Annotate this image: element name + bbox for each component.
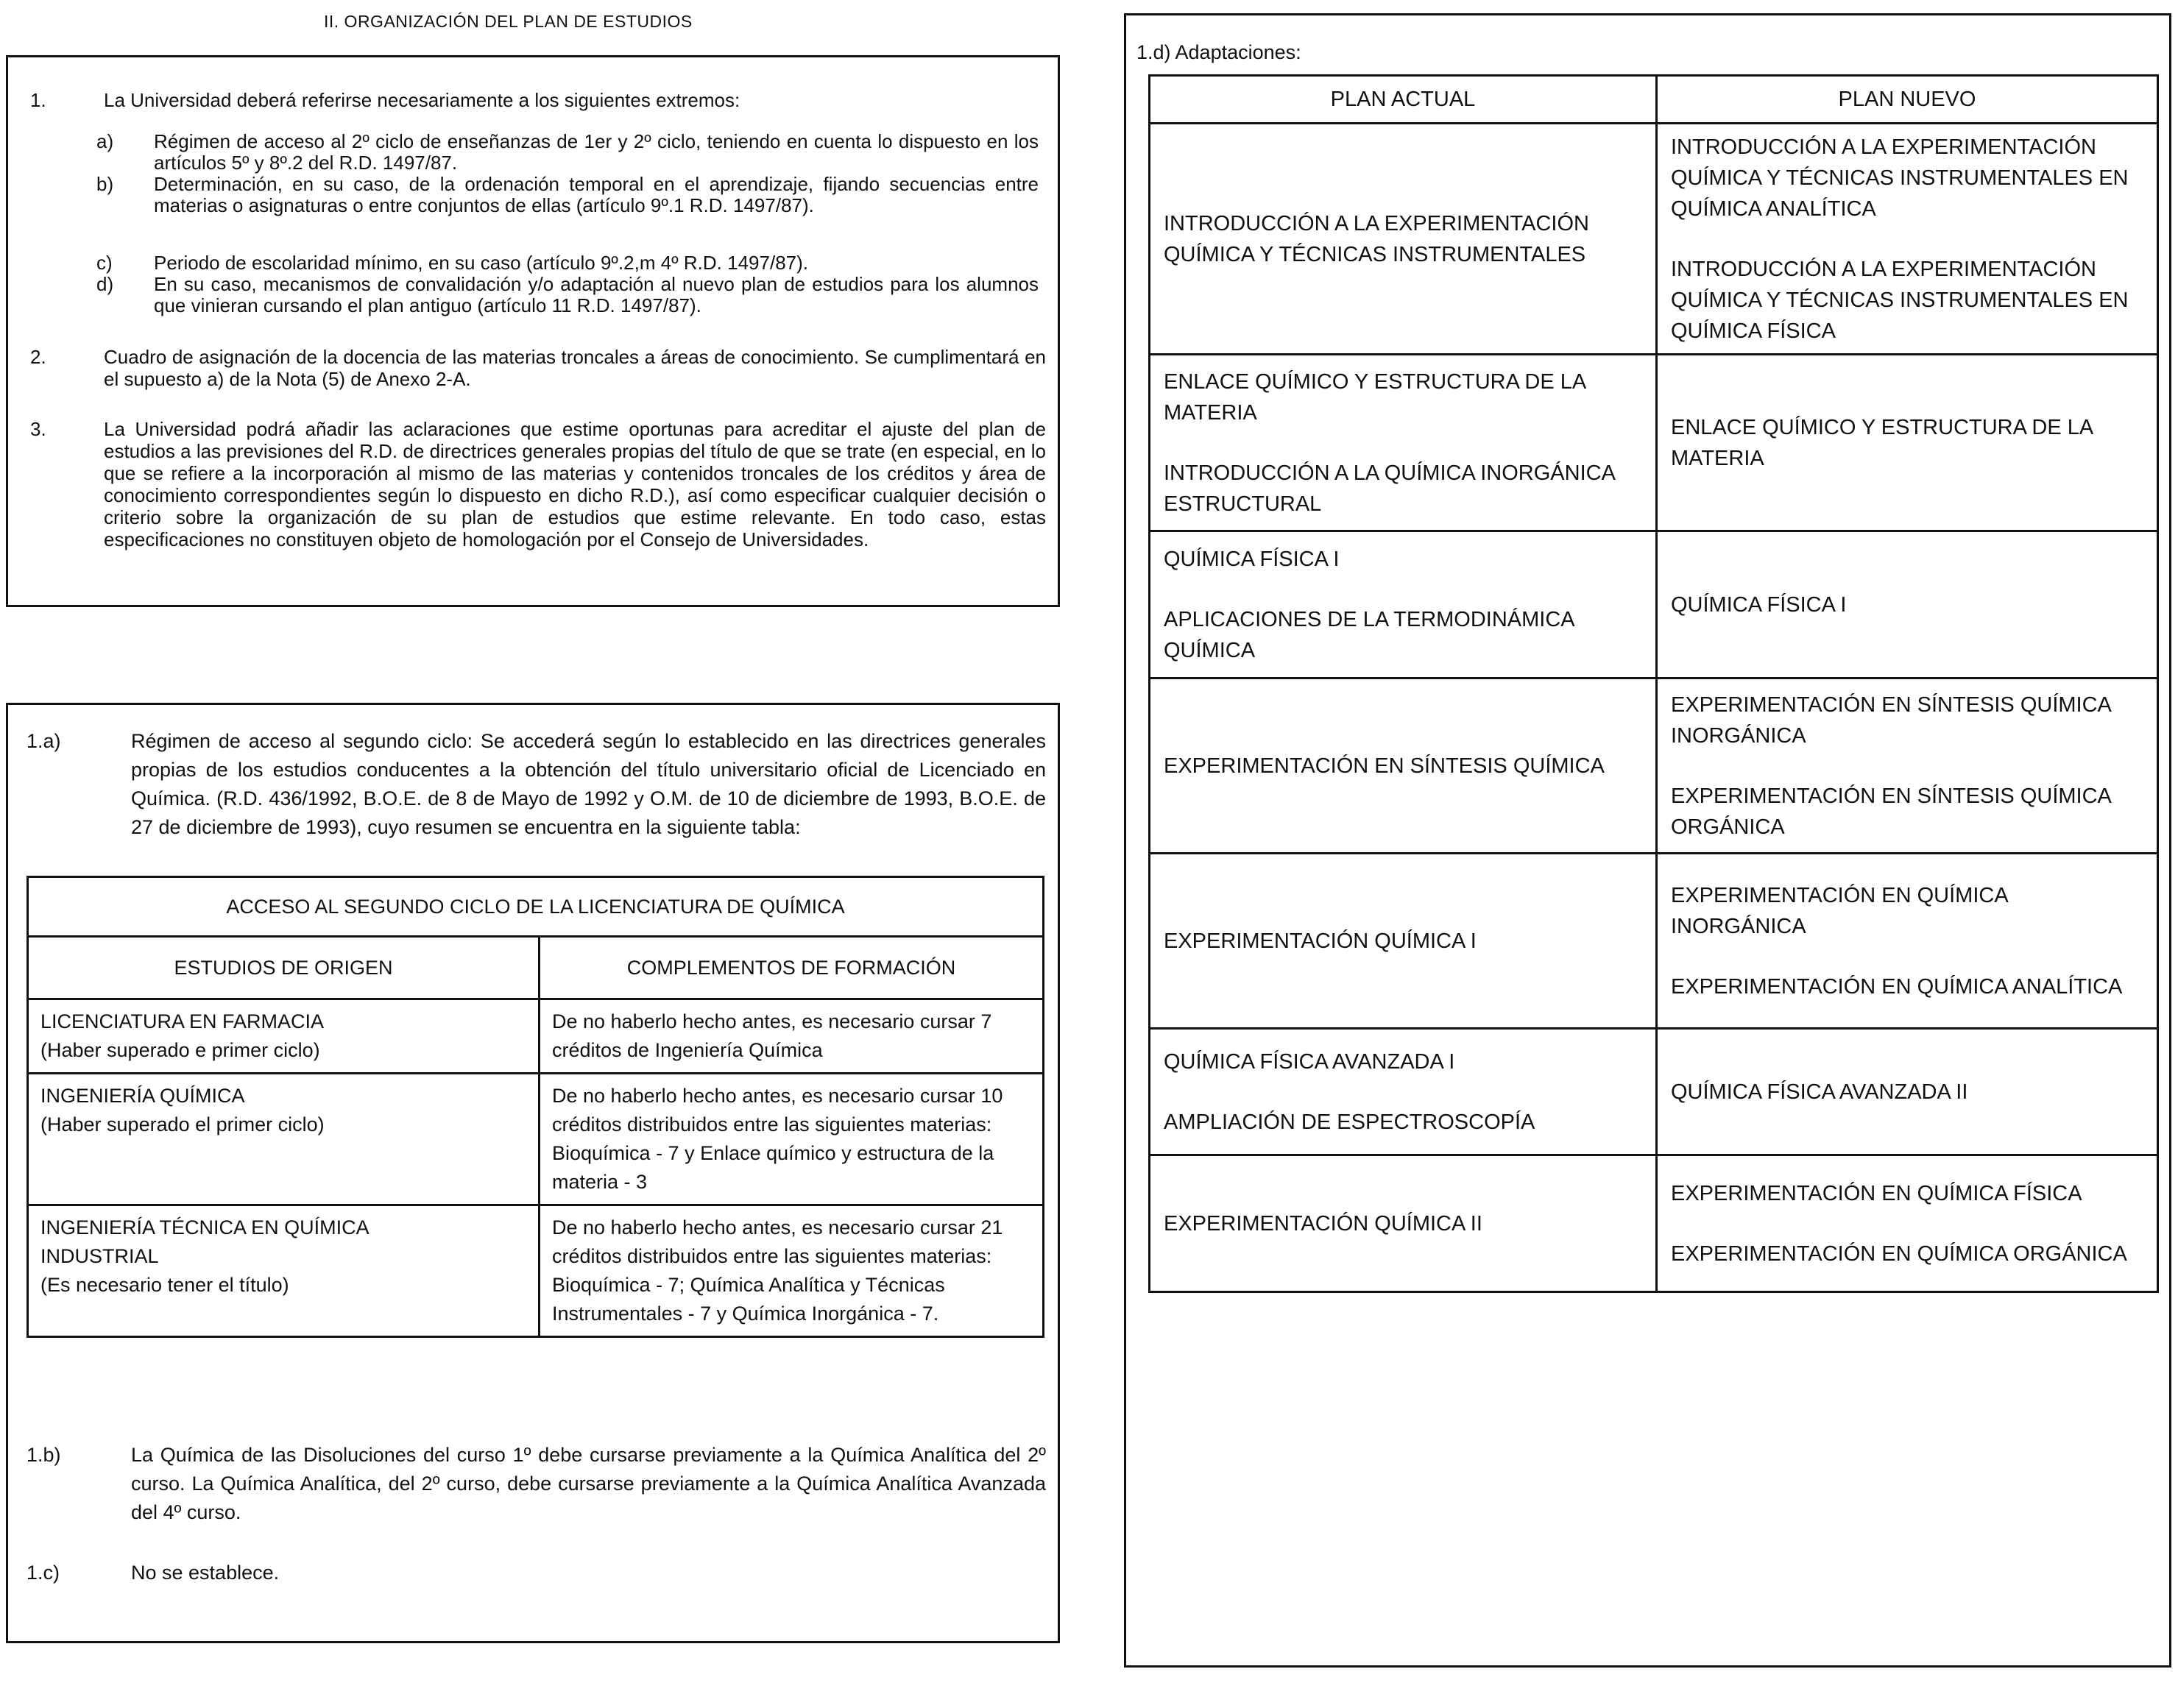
complement-cell: De no haberlo hecho antes, es necesario cursar 10 créditos distribuidos entre las siguientes materias: Bioquímica - 7 y Enlace químico y estructura de la materia - 3 xyxy=(540,1074,1044,1205)
access-table-title: ACCESO AL SEGUNDO CICLO DE LA LICENCIATURA DE QUÍMICA xyxy=(28,877,1044,937)
subject-name: AMPLIACIÓN DE ESPECTROSCOPÍA xyxy=(1164,1110,1535,1134)
subject-name: QUÍMICA FÍSICA AVANZADA I xyxy=(1164,1049,1455,1074)
current-plan-cell xyxy=(1150,355,1657,531)
table-row xyxy=(1150,1029,2158,1155)
subitem-letter: a) xyxy=(96,130,114,152)
current-plan-cell xyxy=(1150,124,1657,355)
adaptations-title: 1.d) Adaptaciones: xyxy=(1136,41,1301,63)
new-plan-cell xyxy=(1657,355,2158,531)
subject-name: EXPERIMENTACIÓN EN SÍNTESIS QUÍMICA ORGÁNICA xyxy=(1671,784,2111,839)
current-plan-cell xyxy=(1150,678,1657,854)
new-plan-cell xyxy=(1657,124,2158,355)
subitem-letter: d) xyxy=(96,273,114,295)
subject-name: EXPERIMENTACIÓN EN QUÍMICA INORGÁNICA xyxy=(1671,883,2008,938)
subject-name: QUÍMICA FÍSICA AVANZADA II xyxy=(1671,1080,1968,1104)
subject-name: INTRODUCCIÓN A LA EXPERIMENTACIÓN QUÍMICA Y TÉCNICAS INSTRUMENTALES EN QUÍMICA FÍSICA xyxy=(1671,257,2129,343)
item-text: La Universidad podrá añadir las aclaraciones que estime oportunas para acreditar el ajuste del plan de estudios a las previsiones del R.D. de directrices generales propias del título de que se trate (en especial, en lo que se refiere a la incorporación al mismo de las materias y contenidos troncales de los créditos y área de conocimiento correspondientes según lo dispuesto en dicho R.D.), así como especificar cualquier decisión o criterio sobre la organización de su plan de estudios que estime relevante. En todo caso, estas especificaciones no constituyen objeto de homologación por el Consejo de Universidades. xyxy=(104,418,1046,550)
general-requirements-box xyxy=(6,55,1060,607)
subject-name: ENLACE QUÍMICO Y ESTRUCTURA DE LA MATERIA xyxy=(1671,415,2093,470)
new-plan-cell xyxy=(1657,1029,2158,1155)
subitem-text: Régimen de acceso al 2º ciclo de enseñanzas de 1er y 2º ciclo, teniendo en cuenta lo dispuesto en los artículos 5º y 8º.2 del R.D. 1497/87. xyxy=(154,130,1039,174)
table-row xyxy=(1150,124,2158,355)
current-plan-cell xyxy=(1150,1155,1657,1292)
subject-name: ENLACE QUÍMICO Y ESTRUCTURA DE LA MATERIA xyxy=(1164,369,1585,425)
subject-name: QUÍMICA FÍSICA I xyxy=(1671,592,1847,617)
subject-name: EXPERIMENTACIÓN EN QUÍMICA ANALÍTICA xyxy=(1671,974,2123,999)
new-plan-cell xyxy=(1657,854,2158,1029)
subitem-letter: b) xyxy=(96,173,114,195)
page-title: II. ORGANIZACIÓN DEL PLAN DE ESTUDIOS xyxy=(324,12,693,31)
new-plan-cell xyxy=(1657,678,2158,854)
table-row xyxy=(28,999,1044,1074)
complement-cell: De no haberlo hecho antes, es necesario cursar 21 créditos distribuidos entre las siguientes materias: Bioquímica - 7; Química Analítica y Técnicas Instrumentales - 7 y Química Inorgánica - 7. xyxy=(540,1205,1044,1337)
table-row xyxy=(28,1205,1044,1337)
origin-cell xyxy=(28,1205,540,1337)
subitem-text: Determinación, en su caso, de la ordenación temporal en el aprendizaje, fijando secuencias entre materias o asignaturas o entre conjuntos de ellas (artículo 9º.1 R.D. 1497/87). xyxy=(154,173,1039,216)
table-row xyxy=(1150,854,2158,1029)
column-header-origin: ESTUDIOS DE ORIGEN xyxy=(28,937,540,999)
complement-cell: De no haberlo hecho antes, es necesario cursar 7 créditos de Ingeniería Química xyxy=(540,999,1044,1074)
table-row xyxy=(1150,1155,2158,1292)
subject-name: EXPERIMENTACIÓN QUÍMICA II xyxy=(1164,1211,1482,1236)
paragraph-text: La Química de las Disoluciones del curso 1º debe cursarse previamente a la Química Analítica del 2º curso. La Química Analítica, del 2º curso, debe cursarse previamente a la Química Analítica Avanzada del 4º curso. xyxy=(131,1444,1046,1523)
table-row xyxy=(1150,531,2158,678)
subject-name: EXPERIMENTACIÓN EN QUÍMICA FÍSICA xyxy=(1671,1181,2082,1205)
origin-note: (Es necesario tener el título) xyxy=(40,1274,289,1296)
current-plan-cell xyxy=(1150,854,1657,1029)
subject-name: APLICACIONES DE LA TERMODINÁMICA QUÍMICA xyxy=(1164,607,1574,662)
subject-name: EXPERIMENTACIÓN EN SÍNTESIS QUÍMICA INORGÁNICA xyxy=(1671,692,2111,748)
adaptations-box xyxy=(1124,13,2171,1668)
access-regime-box xyxy=(6,703,1060,1643)
subject-name: INTRODUCCIÓN A LA EXPERIMENTACIÓN QUÍMICA Y TÉCNICAS INSTRUMENTALES xyxy=(1164,211,1589,266)
subitem-text: Periodo de escolaridad mínimo, en su caso (artículo 9º.2,m 4º R.D. 1497/87). xyxy=(154,252,808,274)
origin-name: INGENIERÍA QUÍMICA xyxy=(40,1085,245,1107)
item-number: 2. xyxy=(30,346,46,368)
origin-note: (Haber superado el primer ciclo) xyxy=(40,1113,325,1135)
item-number: 3. xyxy=(30,418,46,440)
paragraph-number: 1.a) xyxy=(26,730,61,752)
column-header-new-plan: PLAN NUEVO xyxy=(1657,76,2158,124)
current-plan-cell xyxy=(1150,531,1657,678)
paragraph-text: Régimen de acceso al segundo ciclo: Se accederá según lo establecido en las directrices generales propias de los estudios conducentes a la obtención del título universitario oficial de Licenciado en Química. (R.D. 436/1992, B.O.E. de 8 de Mayo de 1992 y O.M. de 10 de diciembre de 1993, B.O.E. de 27 de diciembre de 1993), cuyo resumen se encuentra en la siguiente tabla: xyxy=(131,730,1046,838)
subitem-text: En su caso, mecanismos de convalidación y/o adaptación al nuevo plan de estudios para los alumnos que vinieran cursando el plan antiguo (artículo 11 R.D. 1497/87). xyxy=(154,273,1039,316)
origin-cell xyxy=(28,1074,540,1205)
column-header-current-plan: PLAN ACTUAL xyxy=(1150,76,1657,124)
column-header-complement: COMPLEMENTOS DE FORMACIÓN xyxy=(540,937,1044,999)
subject-name: INTRODUCCIÓN A LA EXPERIMENTACIÓN QUÍMICA Y TÉCNICAS INSTRUMENTALES EN QUÍMICA ANALÍTICA xyxy=(1671,135,2129,221)
table-row xyxy=(1150,355,2158,531)
adaptations-table xyxy=(1148,74,2159,1293)
subject-name: EXPERIMENTACIÓN EN SÍNTESIS QUÍMICA xyxy=(1164,754,1605,778)
new-plan-cell xyxy=(1657,531,2158,678)
subject-name: EXPERIMENTACIÓN EN QUÍMICA ORGÁNICA xyxy=(1671,1241,2127,1266)
access-table xyxy=(26,876,1044,1338)
current-plan-cell xyxy=(1150,1029,1657,1155)
paragraph-text: No se establece. xyxy=(131,1562,280,1584)
item-text: Cuadro de asignación de la docencia de las materias troncales a áreas de conocimiento. Se cumplimentará en el supuesto a) de la Nota (5) de Anexo 2-A. xyxy=(104,346,1046,390)
new-plan-cell xyxy=(1657,1155,2158,1292)
subitem-letter: c) xyxy=(96,252,113,274)
subject-name: INTRODUCCIÓN A LA QUÍMICA INORGÁNICA ESTRUCTURAL xyxy=(1164,461,1615,516)
item-text: La Universidad deberá referirse necesariamente a los siguientes extremos: xyxy=(104,89,740,111)
paragraph-number: 1.c) xyxy=(26,1562,60,1584)
origin-cell xyxy=(28,999,540,1074)
table-row xyxy=(1150,678,2158,854)
item-number: 1. xyxy=(30,89,46,111)
paragraph-number: 1.b) xyxy=(26,1444,61,1466)
origin-name: INGENIERÍA TÉCNICA EN QUÍMICA INDUSTRIAL xyxy=(40,1216,369,1267)
table-row xyxy=(28,1074,1044,1205)
origin-name: LICENCIATURA EN FARMACIA xyxy=(40,1010,325,1032)
origin-note: (Haber superado e primer ciclo) xyxy=(40,1039,320,1061)
subject-name: EXPERIMENTACIÓN QUÍMICA I xyxy=(1164,929,1477,953)
subject-name: QUÍMICA FÍSICA I xyxy=(1164,547,1340,571)
